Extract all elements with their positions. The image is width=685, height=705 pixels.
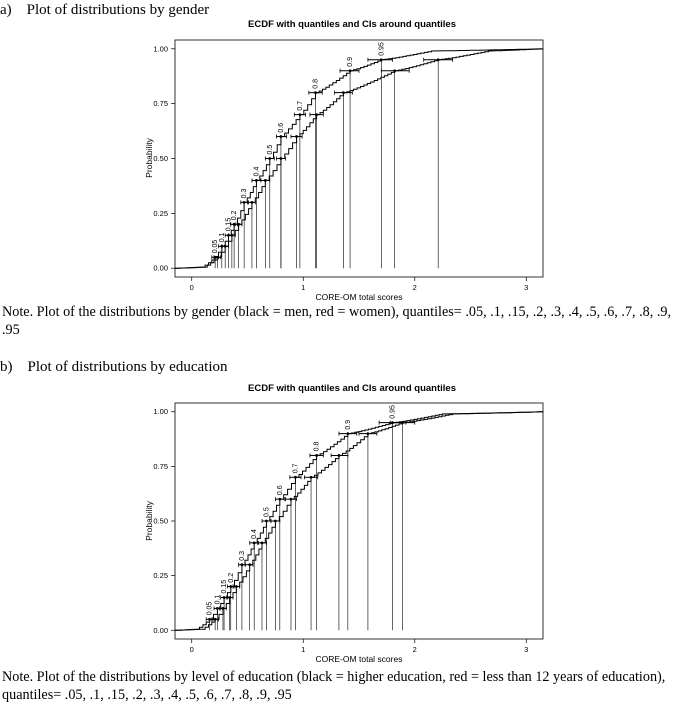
plot-marks — [175, 405, 543, 630]
section-b-title: Plot of distributions by education — [27, 359, 228, 375]
quantile-point — [241, 563, 244, 566]
quantile-point — [298, 113, 301, 116]
quantile-point — [261, 541, 264, 544]
quantile-point — [380, 58, 383, 61]
section-a-note: Note. Plot of the distributions by gender (black = men, red = women), quantiles= .05, .1, .15, .2, .3, .4, .5, .6, .7, .8, .9, .95 — [2, 304, 672, 338]
quantile-label: 0.4 — [253, 166, 261, 177]
quantile-point — [265, 520, 268, 523]
quantile-point — [243, 201, 246, 204]
quantile-point — [342, 91, 345, 94]
quantile-point — [349, 69, 352, 72]
quantile-label: 0.15 — [221, 579, 229, 594]
section-a-title: Plot of distributions by gender — [26, 2, 210, 18]
x-tick-label: 0 — [189, 283, 194, 292]
quantile-label: 0.5 — [263, 507, 271, 517]
quantile-point — [235, 585, 238, 588]
axis-ticks — [153, 407, 528, 654]
quantile-point — [367, 432, 370, 435]
quantile-point — [268, 157, 271, 160]
y-tick-label: 0.25 — [153, 571, 168, 581]
x-tick-label: 2 — [412, 645, 417, 654]
section-b-heading — [0, 359, 228, 376]
plot-marks — [175, 42, 543, 268]
y-tick-label: 1.00 — [153, 407, 168, 417]
quantile-point — [229, 585, 232, 588]
section-b-note: Note. Plot of the distributions by level of education (black = higher education, red = less than 12 years of education), quantiles= .05, .1, .15, .2, .3, .4, .5, .6, .7, .8, .9, .95 — [2, 669, 666, 703]
quantile-label: 0.9 — [347, 56, 355, 67]
quantile-label: 0.4 — [251, 529, 259, 539]
y-tick-label: 0.75 — [153, 99, 168, 109]
quantile-label: 0.3 — [238, 550, 246, 561]
chart-title: ECDF with quantiles and CIs around quantiles — [248, 19, 456, 30]
x-tick-label: 1 — [301, 645, 306, 654]
quantile-label: 0.8 — [313, 441, 321, 452]
x-axis-label: CORE-OM total scores — [315, 654, 403, 664]
y-tick-label: 0.00 — [153, 625, 168, 635]
quantile-point — [255, 179, 258, 182]
quantile-label: 0.8 — [312, 78, 320, 89]
y-tick-label: 0.75 — [153, 461, 168, 471]
quantile-point — [237, 223, 240, 226]
quantile-label: 0.1 — [218, 232, 226, 243]
quantile-point — [216, 256, 219, 259]
quantile-label: 0.5 — [266, 144, 274, 155]
quantile-point — [274, 520, 277, 523]
quantile-point — [251, 201, 254, 204]
quantile-point — [280, 135, 283, 138]
quantile-point — [294, 476, 297, 479]
quantile-point — [393, 69, 396, 72]
quantile-point — [338, 454, 341, 457]
quantile-label: 0.05 — [206, 601, 214, 616]
section-b-marker: b) — [0, 359, 13, 375]
x-tick-label: 1 — [301, 283, 306, 292]
quantile-point — [223, 596, 226, 599]
quantile-point — [437, 58, 440, 61]
quantile-label: 0.2 — [231, 210, 239, 221]
quantile-label: 0.9 — [344, 419, 352, 430]
quantile-point — [280, 157, 283, 160]
quantile-point — [216, 607, 219, 610]
quantile-point — [214, 618, 217, 621]
quantile-point — [264, 179, 267, 182]
quantile-label: 0.2 — [227, 572, 235, 583]
y-tick-label: 0.50 — [153, 154, 168, 163]
quantile-point — [346, 432, 349, 435]
axis-ticks — [153, 44, 528, 292]
y-tick-label: 0.50 — [153, 516, 168, 526]
quantile-label: 0.05 — [212, 239, 220, 254]
quantile-point — [222, 607, 225, 610]
quantile-label: 0.6 — [276, 485, 284, 496]
quantile-point — [290, 498, 293, 501]
x-tick-label: 3 — [524, 645, 529, 654]
chart-title: ECDF with quantiles and CIs around quantiles — [248, 383, 456, 394]
quantile-point — [315, 113, 318, 116]
quantile-label: 0.7 — [292, 463, 300, 474]
x-tick-label: 0 — [189, 645, 194, 654]
x-axis-label: CORE-OM total scores — [315, 292, 403, 302]
chart-gender — [0, 14, 685, 304]
quantile-label: 0.1 — [214, 594, 222, 605]
y-tick-label: 0.25 — [153, 208, 168, 218]
quantile-point — [228, 596, 231, 599]
x-tick-label: 3 — [524, 283, 529, 292]
chart-education — [0, 377, 685, 667]
quantile-point — [248, 563, 251, 566]
quantile-label: 0.15 — [225, 217, 233, 232]
y-axis-label: Probability — [144, 501, 154, 541]
quantile-point — [401, 421, 404, 424]
quantile-label: 0.95 — [378, 42, 386, 56]
y-axis-label: Probability — [144, 138, 154, 178]
y-tick-label: 1.00 — [153, 44, 168, 54]
quantile-label: 0.6 — [277, 122, 285, 133]
x-tick-label: 2 — [412, 283, 417, 292]
quantile-point — [278, 498, 281, 501]
quantile-label: 0.3 — [241, 188, 249, 199]
quantile-point — [295, 135, 298, 138]
section-a-marker: a) — [0, 2, 12, 18]
quantile-point — [208, 618, 211, 621]
quantile-label: 0.95 — [389, 405, 397, 419]
quantile-point — [315, 454, 318, 457]
quantile-point — [224, 245, 227, 248]
quantile-point — [230, 234, 233, 237]
quantile-point — [310, 476, 313, 479]
plot-frame — [175, 403, 543, 639]
y-tick-label: 0.00 — [153, 263, 168, 273]
quantile-point — [253, 541, 256, 544]
quantile-label: 0.7 — [296, 100, 304, 111]
quantile-point — [314, 91, 317, 94]
